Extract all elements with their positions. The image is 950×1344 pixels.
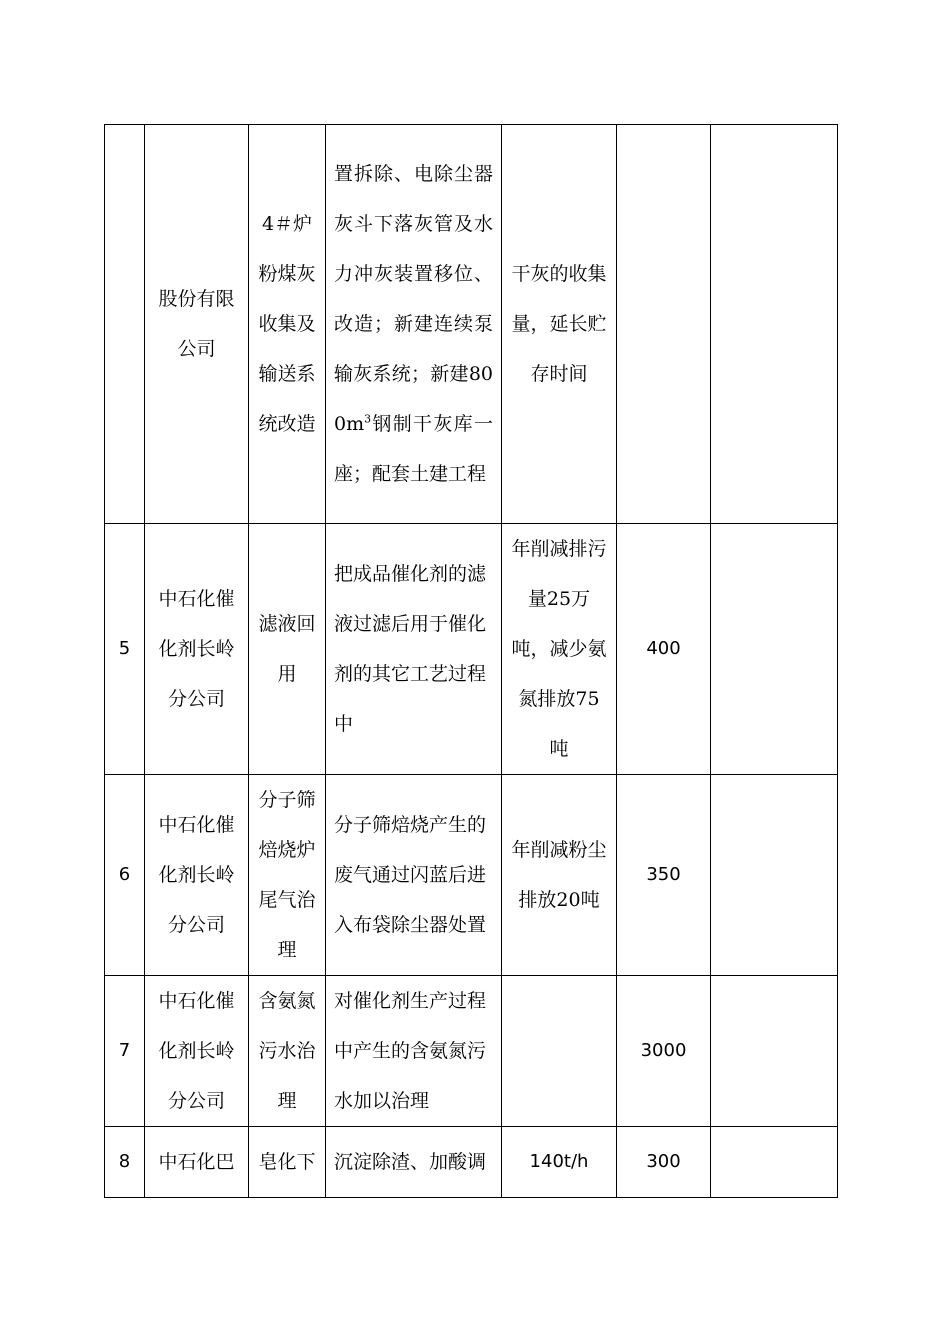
company-cell: 股份有限公司 xyxy=(145,125,249,524)
project-cell: 皂化下 xyxy=(249,1127,326,1198)
row-number: 6 xyxy=(105,775,145,976)
project-cell: 含氨氮污水治理 xyxy=(249,976,326,1127)
note-cell xyxy=(711,1127,838,1198)
row-number: 7 xyxy=(105,976,145,1127)
note-cell xyxy=(711,976,838,1127)
note-cell xyxy=(711,125,838,524)
content-text-a: 置拆除、电除尘器灰斗下落灰管及水力冲灰装置移位、改造；新建连续泵输灰系统；新建800m xyxy=(334,163,493,435)
note-cell xyxy=(711,524,838,775)
content-cell: 沉淀除渣、加酸调 xyxy=(326,1127,502,1198)
project-cell: 分子筛焙烧炉尾气治理 xyxy=(249,775,326,976)
effect-cell: 140t/h xyxy=(502,1127,617,1198)
company-cell: 中石化催化剂长岭分公司 xyxy=(145,976,249,1127)
project-cell: 4＃炉粉煤灰收集及输送系统改造 xyxy=(249,125,326,524)
effect-cell: 年削减排污量25万吨，减少氨氮排放75吨 xyxy=(502,524,617,775)
data-table xyxy=(104,124,838,1198)
company-cell: 中石化巴 xyxy=(145,1127,249,1198)
effect-cell xyxy=(502,976,617,1127)
effect-cell: 年削减粉尘排放20吨 xyxy=(502,775,617,976)
project-cell: 滤液回用 xyxy=(249,524,326,775)
table-row xyxy=(105,976,838,1127)
row-number: 5 xyxy=(105,524,145,775)
table-row xyxy=(105,1127,838,1198)
superscript: 3 xyxy=(364,412,372,426)
row-number xyxy=(105,125,145,524)
table-row xyxy=(105,125,838,524)
content-cell: 把成品催化剂的滤液过滤后用于催化剂的其它工艺过程中 xyxy=(326,524,502,775)
content-text-b: 钢制干灰库一座；配套土建工程 xyxy=(334,413,493,485)
row-number: 8 xyxy=(105,1127,145,1198)
content-cell: 对催化剂生产过程中产生的含氨氮污水加以治理 xyxy=(326,976,502,1127)
table-row xyxy=(105,775,838,976)
company-cell: 中石化催化剂长岭分公司 xyxy=(145,775,249,976)
content-cell: 分子筛焙烧产生的废气通过闪蓝后进入布袋除尘器处置 xyxy=(326,775,502,976)
company-cell: 中石化催化剂长岭分公司 xyxy=(145,524,249,775)
content-cell xyxy=(326,125,502,524)
investment-cell xyxy=(617,125,711,524)
note-cell xyxy=(711,775,838,976)
investment-cell: 300 xyxy=(617,1127,711,1198)
effect-cell: 干灰的收集量，延长贮存时间 xyxy=(502,125,617,524)
table-row xyxy=(105,524,838,775)
investment-cell: 3000 xyxy=(617,976,711,1127)
investment-cell: 400 xyxy=(617,524,711,775)
investment-cell: 350 xyxy=(617,775,711,976)
